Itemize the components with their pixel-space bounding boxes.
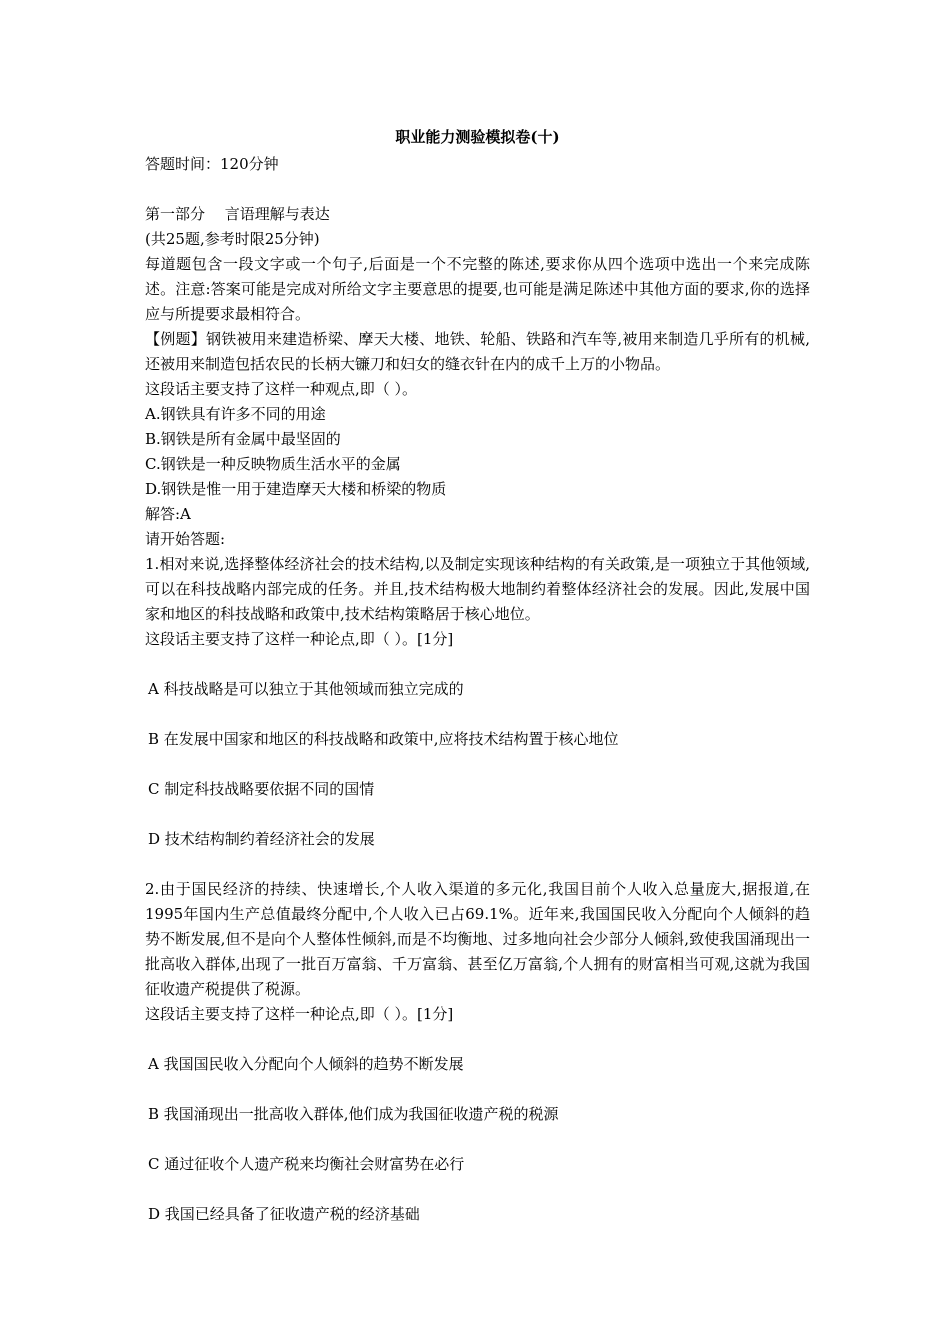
spacer bbox=[145, 752, 810, 777]
spacer bbox=[145, 802, 810, 827]
question-2-option-d: D 我国已经具备了征收遗产税的经济基础 bbox=[148, 1205, 420, 1223]
start-prompt: 请开始答题: bbox=[145, 530, 226, 548]
question-1-option-c: C 制定科技战略要依据不同的国情 bbox=[148, 780, 375, 798]
section-heading: 第一部分 言语理解与表达 bbox=[145, 205, 330, 223]
example-option-a: A.钢铁具有许多不同的用途 bbox=[145, 405, 326, 423]
spacer bbox=[145, 1177, 810, 1202]
spacer bbox=[145, 702, 810, 727]
example-question: 这段话主要支持了这样一种观点,即（ ）。 bbox=[145, 380, 418, 398]
spacer bbox=[145, 1077, 810, 1102]
instructions: 每道题包含一段文字或一个句子,后面是一个不完整的陈述,要求你从四个选项中选出一个来完成陈述。注意:答案可能是完成对所给文字主要意思的提要,也可能是满足陈述中其他方面的要求,你的选择应与所提要求最相符合。 bbox=[145, 255, 810, 323]
section-note: (共25题,参考时限25分钟) bbox=[145, 230, 320, 248]
document-title: 职业能力测验模拟卷(十) bbox=[395, 128, 560, 146]
document-page bbox=[145, 126, 810, 1227]
question-2-option-c: C 通过征收个人遗产税来均衡社会财富势在必行 bbox=[148, 1155, 465, 1173]
spacer bbox=[145, 1127, 810, 1152]
spacer bbox=[145, 177, 810, 202]
example-option-b: B.钢铁是所有金属中最坚固的 bbox=[145, 430, 341, 448]
example-option-d: D.钢铁是惟一用于建造摩天大楼和桥梁的物质 bbox=[145, 480, 447, 498]
question-1-option-b: B 在发展中国家和地区的科技战略和政策中,应将技术结构置于核心地位 bbox=[148, 730, 619, 748]
exam-time: 答题时间：120分钟 bbox=[145, 155, 279, 173]
example-text: 【例题】钢铁被用来建造桥梁、摩天大楼、地铁、轮船、铁路和汽车等,被用来制造几乎所有的机械,还被用来制造包括农民的长柄大镰刀和妇女的缝衣针在内的成千上万的小物品。 bbox=[145, 330, 810, 373]
question-2-prompt: 这段话主要支持了这样一种论点,即（ ）。[1分] bbox=[145, 1005, 454, 1023]
question-2-option-b: B 我国涌现出一批高收入群体,他们成为我国征收遗产税的税源 bbox=[148, 1105, 559, 1123]
spacer bbox=[145, 1027, 810, 1052]
question-1-option-d: D 技术结构制约着经济社会的发展 bbox=[148, 830, 375, 848]
question-1-prompt: 这段话主要支持了这样一种论点,即（ ）。[1分] bbox=[145, 630, 454, 648]
question-2-text: 2.由于国民经济的持续、快速增长,个人收入渠道的多元化,我国目前个人收入总量庞大,据报道,在1995年国内生产总值最终分配中,个人收入已占69.1%。近年来,我国国民收入分配向个人倾斜的趋势不断发展,但不是向个人整体性倾斜,而是不均衡地、过多地向社会少部分人倾斜,致使我国涌现出一批高收入群体,出现了一批百万富翁、千万富翁、甚至亿万富翁,个人拥有的财富相当可观,这就为我国征收遗产税提供了税源。 bbox=[145, 880, 810, 998]
question-1-option-a: A 科技战略是可以独立于其他领域而独立完成的 bbox=[148, 680, 464, 698]
spacer bbox=[145, 652, 810, 677]
spacer bbox=[145, 852, 810, 877]
example-answer: 解答:A bbox=[145, 505, 191, 523]
example-option-c: C.钢铁是一种反映物质生活水平的金属 bbox=[145, 455, 401, 473]
question-2-option-a: A 我国国民收入分配向个人倾斜的趋势不断发展 bbox=[148, 1055, 464, 1073]
question-1-text: 1.相对来说,选择整体经济社会的技术结构,以及制定实现该种结构的有关政策,是一项独立于其他领域,可以在科技战略内部完成的任务。并且,技术结构极大地制约着整体经济社会的发展。因此,发展中国家和地区的科技战略和政策中,技术结构策略居于核心地位。 bbox=[145, 555, 810, 623]
